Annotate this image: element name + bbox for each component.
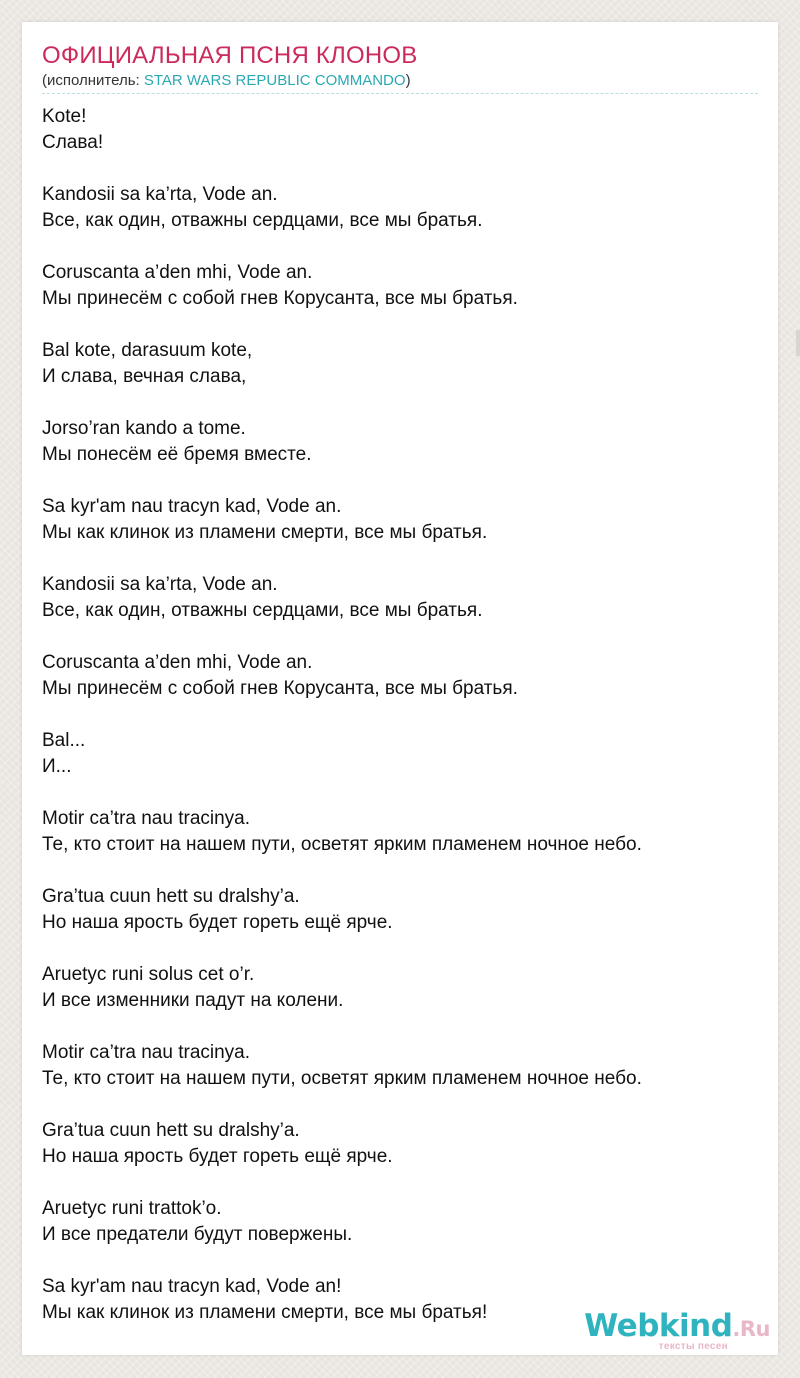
lyrics-stanza <box>42 962 758 1014</box>
lyric-line: И... <box>42 756 72 777</box>
lyrics-stanza <box>42 104 758 156</box>
lyrics-stanza <box>42 1118 758 1170</box>
lyrics-stanza <box>42 338 758 390</box>
lyrics-stanza <box>42 806 758 858</box>
song-title: ОФИЦИАЛЬНАЯ ПСНЯ КЛОНОВ <box>42 42 418 69</box>
lyric-line: Motir ca’tra nau tracinya. <box>42 808 251 829</box>
lyrics-stanza <box>42 416 758 468</box>
lyric-line: Sa kyr'am nau tracyn kad, Vode an! <box>42 1276 342 1297</box>
lyric-line: Слава! <box>42 132 104 153</box>
scrollbar-thumb[interactable] <box>796 330 800 356</box>
lyric-line: Все, как один, отважны сердцами, все мы братья. <box>42 210 483 231</box>
logo-tagline: тексты песен <box>658 1341 728 1352</box>
header-divider <box>42 93 758 94</box>
lyrics-stanza <box>42 572 758 624</box>
lyrics-stanza <box>42 650 758 702</box>
lyrics-stanza <box>42 260 758 312</box>
lyric-line: Aruetyc runi solus cet o’r. <box>42 964 255 985</box>
lyric-line: Мы как клинок из пламени смерти, все мы братья. <box>42 522 488 543</box>
lyrics-stanza <box>42 182 758 234</box>
lyrics-card <box>22 22 778 1355</box>
lyric-line: И все изменники падут на колени. <box>42 990 344 1011</box>
lyric-line: Aruetyc runi trattok’o. <box>42 1198 222 1219</box>
lyric-line: Те, кто стоит на нашем пути, осветят ярким пламенем ночное небо. <box>42 1068 642 1089</box>
lyric-line: Мы принесём с собой гнев Корусанта, все мы братья. <box>42 288 518 309</box>
lyric-line: Bal... <box>42 730 86 751</box>
logo-tld-text: .Ru <box>732 1317 770 1341</box>
lyric-line: Мы принесём с собой гнев Корусанта, все мы братья. <box>42 678 518 699</box>
lyric-line: Kote! <box>42 106 87 127</box>
lyric-line: Но наша ярость будет гореть ещё ярче. <box>42 912 393 933</box>
lyric-line: Sa kyr'am nau tracyn kad, Vode an. <box>42 496 342 517</box>
artist-link[interactable]: STAR WARS REPUBLIC COMMANDO <box>143 72 406 89</box>
lyric-line: Bal kote, darasuum kote, <box>42 340 253 361</box>
lyrics-stanza <box>42 1196 758 1248</box>
lyric-line: Jorso’ran kando a tome. <box>42 418 246 439</box>
lyrics-stanza <box>42 1040 758 1092</box>
lyric-line: Gra’tua cuun hett su dralshy’a. <box>42 886 300 907</box>
lyric-line: Coruscanta a’den mhi, Vode an. <box>42 652 313 673</box>
lyric-line: Gra’tua cuun hett su dralshy’a. <box>42 1120 300 1141</box>
lyric-line: Мы как клинок из пламени смерти, все мы братья! <box>42 1302 488 1323</box>
lyric-line: Те, кто стоит на нашем пути, осветят ярким пламенем ночное небо. <box>42 834 642 855</box>
artist-prefix: (исполнитель: <box>42 72 144 89</box>
lyrics-stanza <box>42 494 758 546</box>
lyrics-stanza <box>42 884 758 936</box>
lyric-line: Kandosii sa ka’rta, Vode an. <box>42 574 278 595</box>
lyric-line: Но наша ярость будет гореть ещё ярче. <box>42 1146 393 1167</box>
lyric-line: И слава, вечная слава, <box>42 366 247 387</box>
lyrics-body <box>42 104 758 1352</box>
lyric-line: Motir ca’tra nau tracinya. <box>42 1042 251 1063</box>
lyric-line: И все предатели будут повержены. <box>42 1224 353 1245</box>
lyric-line: Kandosii sa ka’rta, Vode an. <box>42 184 278 205</box>
artist-suffix: ) <box>405 72 411 89</box>
lyric-line: Мы понесём её бремя вместе. <box>42 444 312 465</box>
lyrics-stanza <box>42 728 758 780</box>
lyric-line: Все, как один, отважны сердцами, все мы братья. <box>42 600 483 621</box>
artist-line <box>42 72 411 90</box>
lyric-line: Coruscanta a’den mhi, Vode an. <box>42 262 313 283</box>
site-logo[interactable] <box>582 1308 772 1352</box>
logo-main-text: Webkind <box>584 1308 733 1344</box>
